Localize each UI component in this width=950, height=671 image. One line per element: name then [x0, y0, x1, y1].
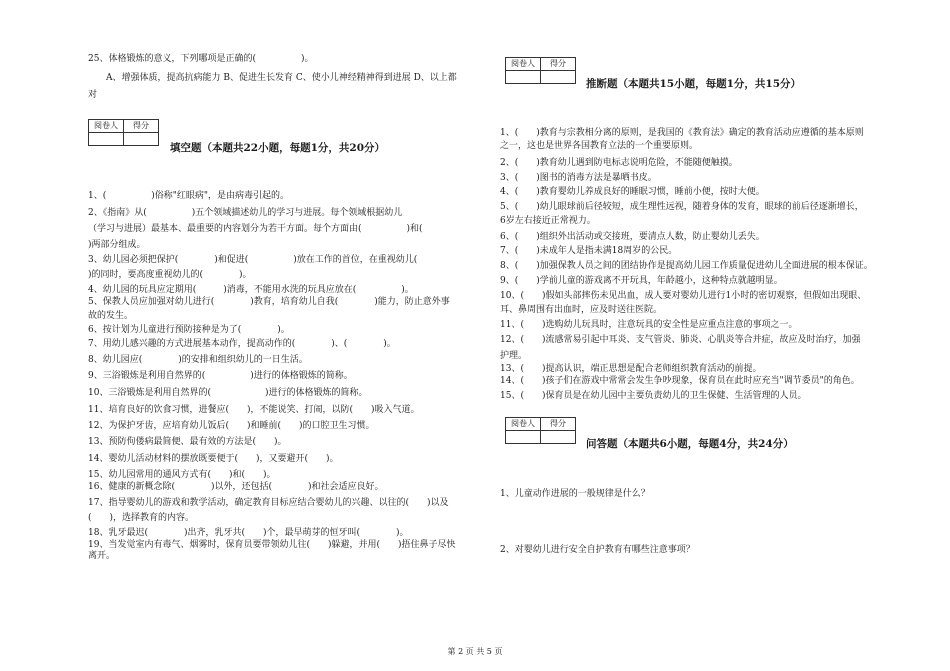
- judge-line: 护理。: [500, 351, 528, 361]
- score-label: 得分: [540, 58, 575, 70]
- score-cell[interactable]: [540, 431, 575, 443]
- judge-line: 2、( )教育幼儿遇到防电标志说明危险，不能随便触摸。: [500, 158, 738, 168]
- score-label: 得分: [123, 120, 158, 132]
- judge-line: 8、( )加强保教人员之间的团结协作是提高幼儿园工作质量促进幼儿全面进展的根本保证。: [500, 261, 873, 271]
- reviewer-cell[interactable]: [89, 133, 123, 145]
- score-box-fill: [88, 119, 159, 146]
- fill-line: 12、为保护牙齿，应培育幼儿饭后( )和睡前( )的口腔卫生习惯。: [88, 421, 375, 431]
- reviewer-cell[interactable]: [506, 71, 540, 83]
- page-footer: 第 2 页 共 5 页: [447, 647, 503, 656]
- fill-section-title: 填空题（本题共22小题，每题1分，共20分）: [170, 142, 386, 154]
- score-label: 得分: [540, 418, 575, 430]
- judge-line: 7、( )未成年人是指未满18周岁的公民。: [500, 246, 678, 256]
- fill-line: 17、指导婴幼儿的游戏和教学活动，确定教育目标应结合婴幼儿的兴趣、以往的( )以及: [88, 498, 449, 508]
- fill-line: 10、三浴锻炼是利用自然界的( )进行的体格锻炼的简称。: [88, 388, 368, 398]
- fill-line: （学习与进展）最基本、最重要的内容划分为若干方面。每个方面由( )和(: [88, 224, 423, 234]
- fill-line: 离开。: [88, 551, 116, 561]
- fill-line: 9、三浴锻炼是利用自然界的( )进行的体格锻炼的简称。: [88, 371, 353, 381]
- qa-question-2: 2、对婴幼儿进行安全自护教育有哪些注意事项？: [500, 545, 695, 555]
- fill-line: 13、预防佝偻病最简便、最有效的方法是( )。: [88, 437, 287, 447]
- score-box-qa: [505, 417, 576, 444]
- reviewer-cell[interactable]: [506, 431, 540, 443]
- judge-line: 之一，这也是世界各国教育立法的一个重要原则。: [500, 141, 699, 151]
- q25-options: A、增强体质，提高抗病能力 B、促进生长发育 C、使小儿神经精神得到进展 D、以上都: [88, 73, 457, 83]
- fill-line: )两部分组成。: [88, 240, 146, 250]
- judge-line: 14、( )孩子们在游戏中常常会发生争吵现象，保育员在此时应充当"调节委员"的角色。: [500, 376, 860, 386]
- fill-line: 7、用幼儿感兴趣的方式进展基本动作，提高动作的( )、( )。: [88, 339, 396, 349]
- fill-line: 18、乳牙最迟( )出齐，乳牙共( )个，最早萌芽的恒牙叫( )。: [88, 528, 409, 538]
- judge-line: 5、( )幼儿眼球前后径较短，成生理性远视，随着身体的发育，眼球的前后径逐渐增长，: [500, 202, 864, 212]
- judge-section-title: 推断题（本题共15小题，每题1分，共15分）: [586, 78, 802, 90]
- judge-line: 11、( )选购幼儿玩具时，注意玩具的安全性是应重点注意的事项之一。: [500, 320, 798, 330]
- judge-line: 9、( )学前儿童的游戏离不开玩具，年龄越小，这种特点就越明显。: [500, 276, 783, 286]
- fill-line: 6、按计划为儿童进行预防接种是为了( )。: [88, 325, 290, 335]
- reviewer-label: 阅卷人: [94, 121, 118, 130]
- reviewer-label: 阅卷人: [511, 59, 535, 68]
- fill-line: )的同时，要高度重视幼儿的( )。: [88, 270, 252, 280]
- q25-options-cont: 对: [88, 90, 98, 100]
- judge-line: 12、( )流感常易引起中耳炎、支气管炎、肺炎、心肌炎等合并症，故应及时治疗，加强: [500, 335, 861, 345]
- fill-line: 19、当发觉室内有毒气、烟雾时，保育员要带领幼儿往( )躲避，并用( )捂住鼻子尽快: [88, 540, 456, 550]
- fill-line: 16、健康的新概念除( )以外，还包括( )和社会适应良好。: [88, 482, 384, 492]
- fill-line: 15、幼儿园常用的通风方式有( )和( )。: [88, 470, 276, 480]
- fill-line: 11、培育良好的饮食习惯，进餐应( )，不能说笑、打闹，以防( )吸入气道。: [88, 405, 420, 415]
- judge-line: 3、( )图书的消毒方法是暴晒书皮。: [500, 173, 657, 183]
- score-box-judge: [505, 57, 576, 84]
- fill-line: 3、幼儿园必须把保护( )和促进( )放在工作的首位，在重视幼儿(: [88, 255, 418, 265]
- q25-stem: 25、体格锻炼的意义，下列哪项是正确的( )。: [88, 54, 314, 64]
- judge-line: 6岁左右接近正常视力。: [500, 216, 596, 226]
- judge-line: 1、( )教育与宗教相分离的原则，是我国的《教育法》确定的教育活动应遵循的基本原则: [500, 128, 864, 138]
- fill-line: 故的发生。: [88, 311, 134, 321]
- judge-line: 4、( )教育婴幼儿养成良好的睡眠习惯，睡前小便，按时大便。: [500, 187, 765, 197]
- judge-line: 6、( )组织外出活动或交接班，要清点人数，防止婴幼儿丢失。: [500, 232, 765, 242]
- fill-line: 4、幼儿园的玩具应定期用( )消毒，不能用水洗的玩具应放在( )。: [88, 285, 414, 295]
- qa-section-title: 问答题（本题共6小题，每题4分，共24分）: [586, 438, 794, 450]
- judge-line: 13、( )提高认识，端正思想是配合老师组织教育活动的前提。: [500, 364, 762, 374]
- fill-line: 2、《指南》从( )五个领域描述幼儿的学习与进展。每个领域根据幼儿: [88, 208, 403, 218]
- fill-line: 5、保教人员应加强对幼儿进行( )教育，培育幼儿自我( )能力，防止意外事: [88, 297, 450, 307]
- judge-line: 15、( )保育员是在幼儿园中主要负责幼儿的卫生保健、生活管理的人员。: [500, 391, 807, 401]
- judge-line: 耳、鼻周围有出血时，应及时送往医院。: [500, 305, 663, 315]
- judge-line: 10、( )假如头部摔伤未见出血，成人要对婴幼儿进行1小时的密切观察，但假如出现眼、: [500, 291, 867, 301]
- fill-line: 14、婴幼儿活动材料的摆放既要便于( )，又要避开( )。: [88, 454, 339, 464]
- fill-line: 1、( )俗称"红眼病"，是由病毒引起的。: [88, 191, 290, 201]
- score-cell[interactable]: [540, 71, 575, 83]
- qa-question-1: 1、儿童动作进展的一般规律是什么？: [500, 489, 650, 499]
- fill-line: 8、幼儿园应( )的安排和组织幼儿的一日生活。: [88, 355, 308, 365]
- reviewer-label: 阅卷人: [511, 419, 535, 428]
- score-cell[interactable]: [123, 133, 158, 145]
- fill-line: ( )，选择教育的内容。: [88, 513, 195, 523]
